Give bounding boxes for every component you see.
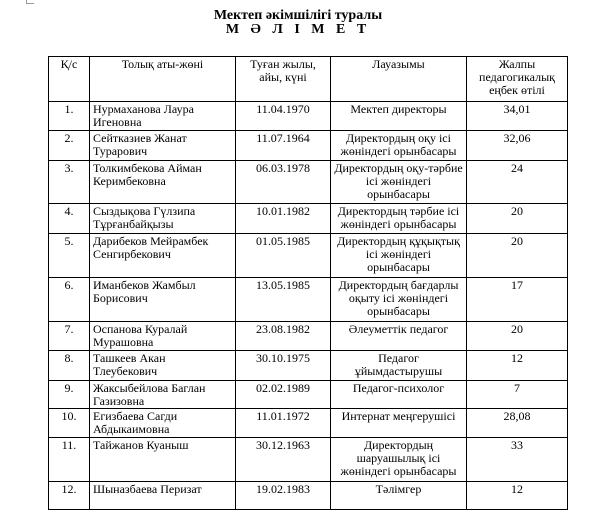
- row-birth-date: 02.02.1989: [236, 381, 331, 409]
- row-position: Тәлімгер: [331, 482, 467, 510]
- document-title: Мектеп әкімшілігі туралы: [213, 8, 383, 23]
- header-number: Қ/с: [49, 57, 90, 102]
- table-row: [49, 102, 568, 131]
- row-number: 10.: [49, 409, 90, 438]
- row-number: 8.: [49, 351, 90, 381]
- row-number: 3.: [49, 161, 90, 204]
- row-experience: 12: [467, 482, 568, 510]
- row-experience: 20: [467, 322, 568, 351]
- table-row: [49, 351, 568, 381]
- row-full-name: Шыназбаева Перизат: [90, 482, 236, 510]
- table-row: [49, 381, 568, 409]
- row-birth-date: 10.01.1982: [236, 204, 331, 234]
- row-position: Директордың оқу-тәрбие ісі жөніндегі орынбасары: [331, 161, 467, 204]
- row-full-name: Ташкеев Акан Тлеубекович: [90, 351, 236, 381]
- row-position: Педагог ұйымдастырушы: [331, 351, 467, 381]
- row-full-name: Жаксыбейлова Баглан Газизовна: [90, 381, 236, 409]
- table-row: [49, 482, 568, 510]
- row-experience: 20: [467, 204, 568, 234]
- row-number: 12.: [49, 482, 90, 510]
- header-experience: Жалпы педагогикалық еңбек өтілі: [467, 57, 568, 102]
- row-birth-date: 11.01.1972: [236, 409, 331, 438]
- row-full-name: Оспанова Куралай Мурашовна: [90, 322, 236, 351]
- row-experience: 32,06: [467, 131, 568, 161]
- row-full-name: Толкимбекова Айман Керимбековна: [90, 161, 236, 204]
- row-birth-date: 13.05.1985: [236, 278, 331, 322]
- row-position: Директордың оқу ісі жөніндегі орынбасары: [331, 131, 467, 161]
- table-body: [49, 102, 568, 510]
- row-experience: 24: [467, 161, 568, 204]
- table-row: [49, 131, 568, 161]
- row-full-name: Иманбеков Жамбыл Борисович: [90, 278, 236, 322]
- table-header-row: [49, 57, 568, 102]
- row-full-name: Сыздықова Гүлзипа Тұрғанбайқызы: [90, 204, 236, 234]
- row-number: 9.: [49, 381, 90, 409]
- document-subtitle: М Ә Л І М Е Т: [225, 22, 371, 37]
- row-birth-date: 30.12.1963: [236, 438, 331, 482]
- row-full-name: Егизбаева Сагди Абдыкаимовна: [90, 409, 236, 438]
- staff-table: [48, 56, 568, 510]
- row-number: 5.: [49, 234, 90, 278]
- row-position: Директордың құқықтық ісі жөніндегі орынбасары: [331, 234, 467, 278]
- row-full-name: Дарибеков Мейрамбек Сенгирбекович: [90, 234, 236, 278]
- row-birth-date: 23.08.1982: [236, 322, 331, 351]
- row-experience: 12: [467, 351, 568, 381]
- row-experience: 28,08: [467, 409, 568, 438]
- row-full-name: Тайжанов Куаныш: [90, 438, 236, 482]
- table-row: [49, 161, 568, 204]
- row-experience: 33: [467, 438, 568, 482]
- table-row: [49, 409, 568, 438]
- row-birth-date: 30.10.1975: [236, 351, 331, 381]
- table-row: [49, 322, 568, 351]
- row-birth-date: 06.03.1978: [236, 161, 331, 204]
- row-position: Директордың бағдарлы оқыту ісі жөніндегі орынбасары: [331, 278, 467, 322]
- row-number: 4.: [49, 204, 90, 234]
- table-row: [49, 438, 568, 482]
- row-position: Мектеп директоры: [331, 102, 467, 131]
- header-full-name: Толық аты-жөні: [90, 57, 236, 102]
- row-number: 11.: [49, 438, 90, 482]
- row-position: Әлеуметтік педагог: [331, 322, 467, 351]
- row-full-name: Сейтказиев Жанат Турарович: [90, 131, 236, 161]
- header-position: Лауазымы: [331, 57, 467, 102]
- row-number: 6.: [49, 278, 90, 322]
- row-experience: 7: [467, 381, 568, 409]
- row-birth-date: 11.04.1970: [236, 102, 331, 131]
- row-experience: 34,01: [467, 102, 568, 131]
- row-number: 2.: [49, 131, 90, 161]
- row-position: Интернат меңгерушісі: [331, 409, 467, 438]
- row-birth-date: 19.02.1983: [236, 482, 331, 510]
- row-position: Директордың шаруашылық ісі жөніндегі орынбасары: [331, 438, 467, 482]
- table-row: [49, 234, 568, 278]
- row-experience: 17: [467, 278, 568, 322]
- row-number: 1.: [49, 102, 90, 131]
- row-number: 7.: [49, 322, 90, 351]
- row-birth-date: 11.07.1964: [236, 131, 331, 161]
- row-birth-date: 01.05.1985: [236, 234, 331, 278]
- row-experience: 20: [467, 234, 568, 278]
- page-corner-mark: [26, 0, 34, 4]
- table-row: [49, 278, 568, 322]
- row-position: Директордың тәрбие ісі жөніндегі орынбасары: [331, 204, 467, 234]
- table-row: [49, 204, 568, 234]
- row-full-name: Нурмаханова Лаура Игеновна: [90, 102, 236, 131]
- header-birth-date: Туған жылы, айы, күні: [236, 57, 331, 102]
- row-position: Педагог-психолог: [331, 381, 467, 409]
